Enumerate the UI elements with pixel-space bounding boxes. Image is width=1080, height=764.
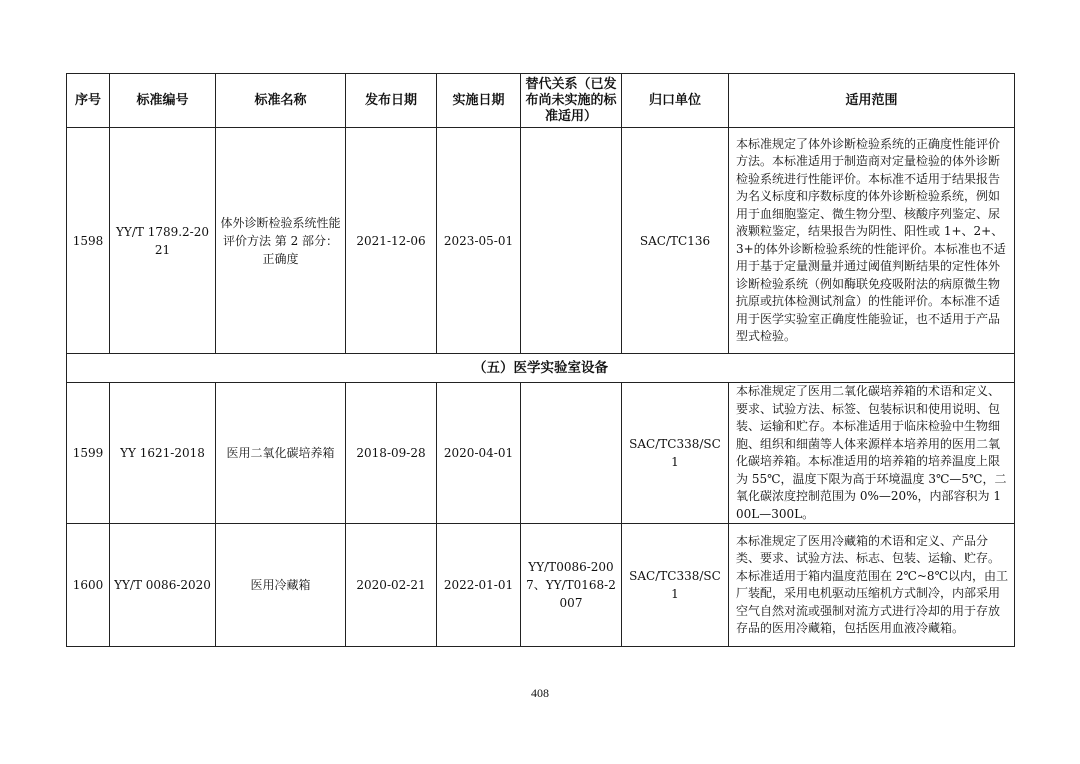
header-name: 标准名称 bbox=[216, 74, 346, 128]
table-row bbox=[67, 128, 1015, 354]
cell-unit: SAC/TC338/SC1 bbox=[622, 524, 729, 647]
section-row bbox=[67, 354, 1015, 383]
cell-scope: 本标准规定了体外诊断检验系统的正确度性能评价方法。本标准适用于制造商对定量检验的体外诊断检验系统进行性能评价。本标准不适用于结果报告为名义标度和序数标度的体外诊断检验系统，例如用于血细胞鉴定、微生物分型、核酸序列鉴定、尿液颗粒鉴定，结果报告为阴性、阳性或 1+、2+、3+的体外诊断检验系统的性能评价。本标准也不适用于基于定量测量并通过阈值判断结果的定性体外诊断检验系统（例如酶联免疫吸附法的病原微生物抗原或抗体检测试剂盒）的性能评价。本标准不适用于医学实验室正确度性能验证，也不适用于产品型式检验。 bbox=[729, 128, 1015, 354]
header-implement-date: 实施日期 bbox=[437, 74, 521, 128]
cell-name: 医用二氧化碳培养箱 bbox=[216, 383, 346, 524]
cell-no: 1598 bbox=[67, 128, 110, 354]
cell-publish-date: 2021-12-06 bbox=[346, 128, 437, 354]
header-replacement: 替代关系（已发布尚未实施的标准适用） bbox=[521, 74, 622, 128]
cell-no: 1600 bbox=[67, 524, 110, 647]
section-title: （五）医学实验室设备 bbox=[67, 354, 1015, 383]
cell-code: YY/T 0086-2020 bbox=[110, 524, 216, 647]
cell-replacement bbox=[521, 128, 622, 354]
cell-no: 1599 bbox=[67, 383, 110, 524]
table-row bbox=[67, 383, 1015, 524]
cell-publish-date: 2018-09-28 bbox=[346, 383, 437, 524]
table-row bbox=[67, 524, 1015, 647]
header-no: 序号 bbox=[67, 74, 110, 128]
cell-implement-date: 2022-01-01 bbox=[437, 524, 521, 647]
cell-replacement: YY/T0086-2007、YY/T0168-2007 bbox=[521, 524, 622, 647]
header-publish-date: 发布日期 bbox=[346, 74, 437, 128]
cell-scope: 本标准规定了医用二氧化碳培养箱的术语和定义、要求、试验方法、标签、包装标识和使用说明、包装、运输和贮存。本标准适用于临床检验中生物细胞、组织和细菌等人体来源样本培养用的医用二氧化碳培养箱。本标准适用的培养箱的培养温度上限为 55℃，温度下限为高于环境温度 3℃—5℃，二氧化碳浓度控制范围为 0%—20%，内部容积为 100L—300L。 bbox=[729, 383, 1015, 524]
cell-unit: SAC/TC338/SC1 bbox=[622, 383, 729, 524]
header-code: 标准编号 bbox=[110, 74, 216, 128]
cell-implement-date: 2023-05-01 bbox=[437, 128, 521, 354]
cell-publish-date: 2020-02-21 bbox=[346, 524, 437, 647]
cell-code: YY/T 1789.2-2021 bbox=[110, 128, 216, 354]
cell-code: YY 1621-2018 bbox=[110, 383, 216, 524]
cell-unit: SAC/TC136 bbox=[622, 128, 729, 354]
header-row bbox=[67, 74, 1015, 128]
cell-implement-date: 2020-04-01 bbox=[437, 383, 521, 524]
header-unit: 归口单位 bbox=[622, 74, 729, 128]
standards-table bbox=[66, 73, 1015, 647]
cell-name: 医用冷藏箱 bbox=[216, 524, 346, 647]
cell-scope: 本标准规定了医用冷藏箱的术语和定义、产品分类、要求、试验方法、标志、包装、运输、贮存。本标准适用于箱内温度范围在 2℃~8℃以内，由工厂装配，采用电机驱动压缩机方式制冷，内部采用空气自然对流或强制对流方式进行冷却的用于存放存品的医用冷藏箱，包括医用血液冷藏箱。 bbox=[729, 524, 1015, 647]
cell-replacement bbox=[521, 383, 622, 524]
header-scope: 适用范围 bbox=[729, 74, 1015, 128]
page-number: 408 bbox=[531, 686, 549, 700]
cell-name: 体外诊断检验系统性能评价方法 第 2 部分：正确度 bbox=[216, 128, 346, 354]
